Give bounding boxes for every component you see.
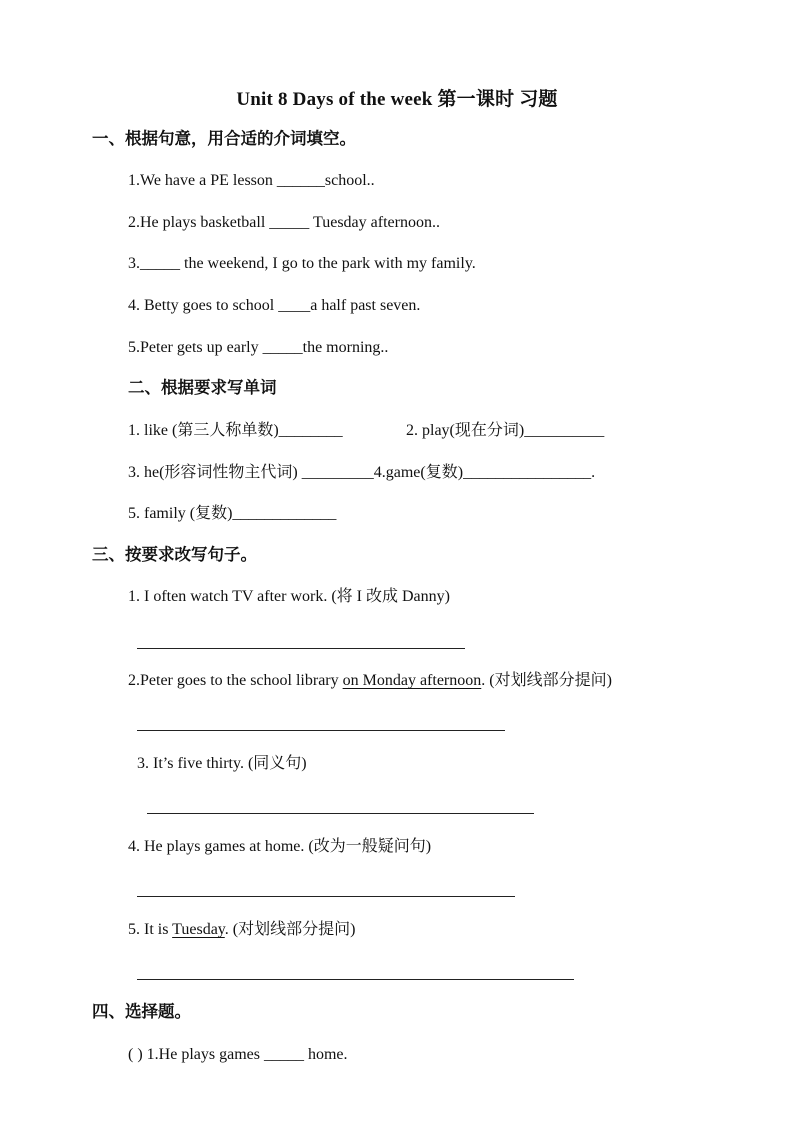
question-2-underlined: on Monday afternoon [342, 672, 482, 689]
answer-line-5 [137, 979, 574, 980]
section-4-heading: 四、选择题。 [92, 1002, 191, 1021]
section-3-question-2 [128, 670, 612, 692]
section-1-item-4: 4. Betty goes to school ____a half past seven. [128, 297, 421, 314]
question-5-text: 5. It is [128, 921, 173, 938]
page-title: Unit 8 Days of the week 第一课时 习题 [236, 89, 558, 110]
section-2-item-2: 2. play(现在分词)__________ [406, 422, 605, 439]
section-2-item-5: 5. family (复数)_____________ [128, 505, 337, 522]
section-3-heading: 三、按要求改写句子。 [92, 545, 257, 564]
section-1-item-1: 1.We have a PE lesson ______school.. [128, 172, 375, 189]
question-2-text: 2.Peter goes to the school library [128, 672, 343, 689]
section-3-question-3: 3. It’s five thirty. (同义句) [137, 755, 307, 772]
question-5-instruction: . (对划线部分提问) [224, 921, 356, 938]
section-3-question-1: 1. I often watch TV after work. (将 I 改成 Danny) [128, 588, 450, 605]
answer-line-1 [137, 648, 465, 649]
question-5-underlined: Tuesday [172, 921, 225, 938]
section-2-item-1: 1. like (第三人称单数)________ [128, 422, 343, 439]
section-4-question-1: ( ) 1.He plays games _____ home. [128, 1046, 348, 1063]
section-3-question-5 [128, 919, 355, 941]
section-1-item-2: 2.He plays basketball _____ Tuesday afternoon.. [128, 214, 440, 231]
question-2-instruction: . (对划线部分提问) [481, 672, 612, 689]
section-1-item-5: 5.Peter gets up early _____the morning.. [128, 339, 389, 356]
section-2-heading: 二、根据要求写单词 [128, 378, 277, 397]
answer-line-2 [137, 730, 505, 731]
section-1-heading: 一、根据句意，用合适的介词填空。 [92, 129, 356, 148]
section-2-items-3-4: 3. he(形容词性物主代词) _________4.game(复数)________________. [128, 464, 596, 481]
answer-line-3 [147, 813, 534, 814]
section-1-item-3: 3._____ the weekend, I go to the park with my family. [128, 255, 476, 272]
answer-line-4 [137, 896, 515, 897]
section-3-question-4: 4. He plays games at home. (改为一般疑问句) [128, 838, 432, 855]
